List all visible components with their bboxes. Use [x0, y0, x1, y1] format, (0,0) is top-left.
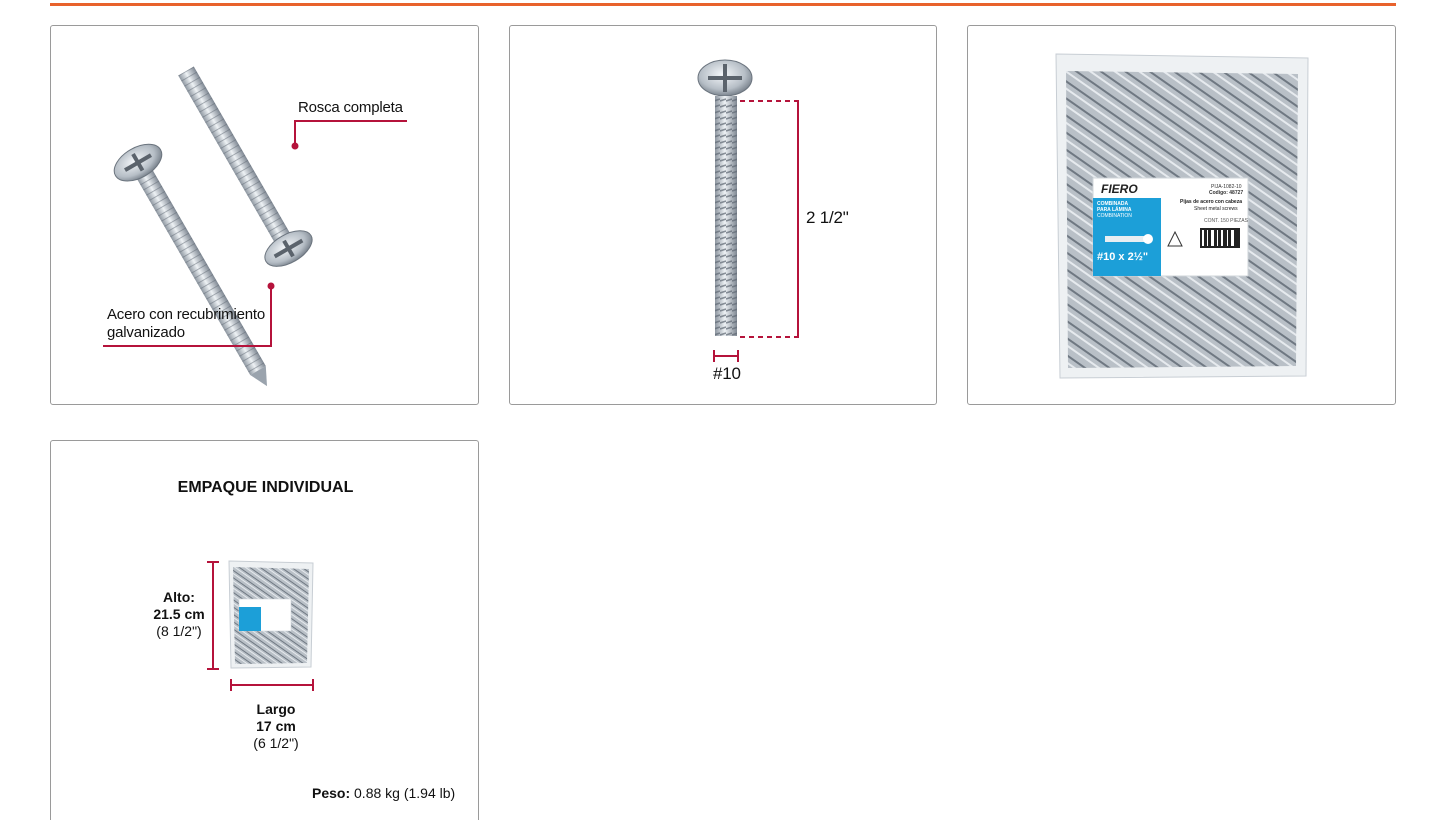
- gauge-dimension-label: #10: [713, 364, 741, 383]
- package-brand: FIERO: [1101, 182, 1138, 196]
- package-badge-line1: COMBINADA: [1097, 201, 1129, 207]
- width-cm: 17 cm: [256, 718, 296, 734]
- screw-pair-illustration: [51, 26, 479, 405]
- width-in: (6 1/2"): [253, 735, 299, 751]
- package-badge-line3: COMBINATION: [1097, 213, 1132, 219]
- thread-callout-label: Rosca completa: [298, 99, 403, 116]
- height-cm: 21.5 cm: [153, 606, 205, 622]
- screw-dimension-illustration: [510, 26, 937, 405]
- mini-package-illustration: [51, 441, 479, 820]
- weight-value: 0.88 kg (1.94 lb): [354, 785, 456, 801]
- package-code: Codigo: 48727: [1209, 190, 1244, 196]
- coating-callout-label-line2: galvanizado: [107, 324, 185, 341]
- width-label: Largo: [256, 701, 296, 717]
- height-in: (8 1/2"): [156, 623, 202, 639]
- product-image-card-package[interactable]: [967, 25, 1396, 405]
- package-sku: PIJA-1082-10: [1211, 184, 1242, 190]
- package-title-en: Sheet metal screws: [1194, 206, 1238, 212]
- header-divider: [50, 3, 1396, 6]
- product-image-card-screws[interactable]: [50, 25, 479, 405]
- coating-callout-label-line1: Acero con recubrimiento: [107, 306, 265, 323]
- height-label: Alto:: [163, 589, 195, 605]
- screw-front: [108, 137, 290, 399]
- package-illustration: [968, 26, 1396, 405]
- weight-label: Peso:: [312, 785, 351, 801]
- package-title-es: Pijas de acero con cabeza: [1180, 199, 1242, 205]
- length-dimension-label: 2 1/2": [806, 208, 849, 227]
- product-image-card-dimensions[interactable]: [509, 25, 937, 405]
- package-contents: CONT. 150 PIEZAS: [1204, 218, 1248, 224]
- individual-package-card[interactable]: [50, 440, 479, 820]
- package-badge-line2: PARA LÁMINA: [1097, 207, 1132, 213]
- package-size: #10 x 2½": [1097, 251, 1149, 263]
- individual-package-title: EMPAQUE INDIVIDUAL: [177, 479, 354, 496]
